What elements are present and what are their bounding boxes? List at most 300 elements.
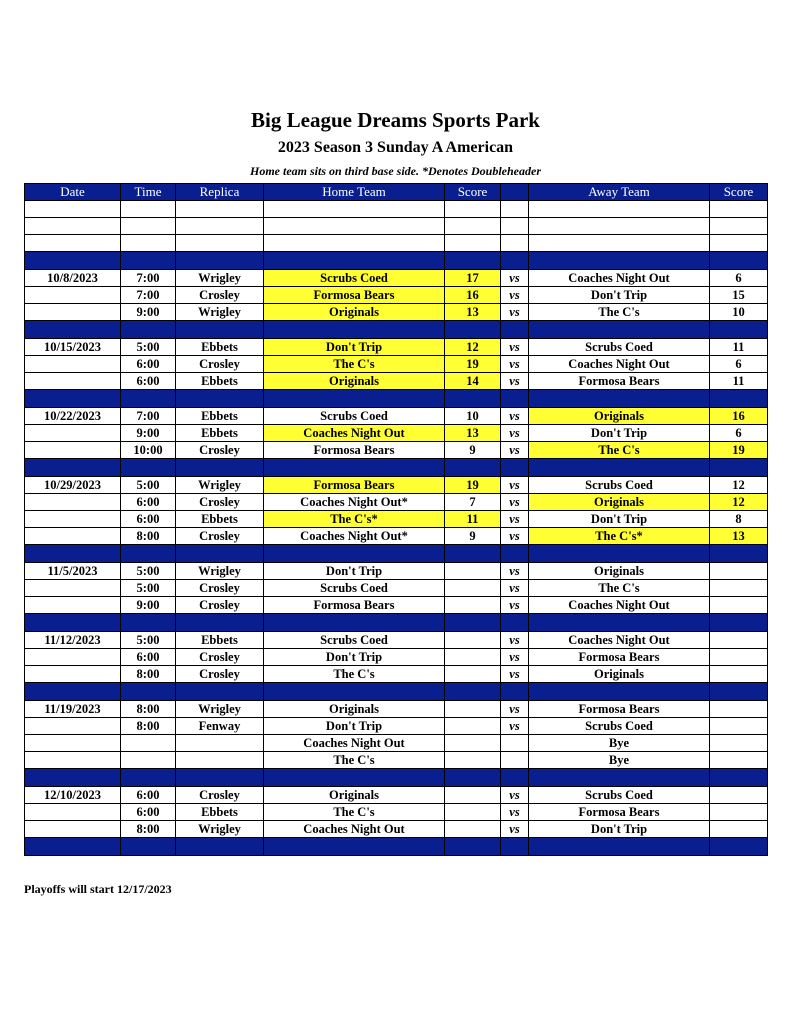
- table-header-row: [25, 184, 768, 201]
- separator-cell: [264, 683, 445, 701]
- table-row: [25, 701, 768, 718]
- home-team-cell: The C's: [264, 666, 445, 683]
- col-header-away-score: Score: [710, 184, 768, 201]
- separator-cell: [501, 390, 529, 408]
- home-team-cell: Scrubs Coed: [264, 270, 445, 287]
- away-score-cell: [710, 632, 768, 649]
- away-team-cell: Originals: [529, 494, 710, 511]
- away-team-cell: Scrubs Coed: [529, 787, 710, 804]
- vs-cell: vs: [501, 373, 529, 390]
- home-team-cell: The C's: [264, 356, 445, 373]
- time-cell: 6:00: [121, 511, 176, 528]
- home-team-cell: Don't Trip: [264, 718, 445, 735]
- home-team-cell: The C's*: [264, 511, 445, 528]
- home-team-cell: The C's: [264, 804, 445, 821]
- away-team-cell: Scrubs Coed: [529, 718, 710, 735]
- time-cell: 7:00: [121, 287, 176, 304]
- separator-cell: [710, 614, 768, 632]
- away-score-cell: 19: [710, 442, 768, 459]
- vs-cell: vs: [501, 494, 529, 511]
- time-cell: 8:00: [121, 666, 176, 683]
- separator-cell: [529, 614, 710, 632]
- replica-cell: Wrigley: [176, 563, 264, 580]
- time-cell: 6:00: [121, 804, 176, 821]
- away-team-cell: Formosa Bears: [529, 804, 710, 821]
- separator-cell: [445, 769, 501, 787]
- home-team-cell: Originals: [264, 787, 445, 804]
- col-header-away-team: Away Team: [529, 184, 710, 201]
- replica-cell: Crosley: [176, 442, 264, 459]
- week-separator: [25, 614, 768, 632]
- away-score-cell: [710, 735, 768, 752]
- vs-cell: vs: [501, 666, 529, 683]
- separator-cell: [121, 769, 176, 787]
- separator-cell: [264, 545, 445, 563]
- date-cell: [25, 304, 121, 321]
- away-team-cell: Scrubs Coed: [529, 477, 710, 494]
- home-team-cell: Coaches Night Out: [264, 425, 445, 442]
- home-score-cell: [445, 701, 501, 718]
- home-score-cell: [445, 718, 501, 735]
- separator-cell: [176, 459, 264, 477]
- page-subtitle: 2023 Season 3 Sunday A American: [277, 139, 514, 156]
- date-cell: [25, 442, 121, 459]
- separator-cell: [25, 390, 121, 408]
- time-cell: 6:00: [121, 356, 176, 373]
- home-score-cell: 10: [445, 408, 501, 425]
- table-row: [25, 494, 768, 511]
- date-cell: 11/19/2023: [25, 701, 121, 718]
- away-score-cell: 10: [710, 304, 768, 321]
- away-score-cell: [710, 701, 768, 718]
- away-score-cell: 12: [710, 494, 768, 511]
- home-team-cell: Formosa Bears: [264, 477, 445, 494]
- separator-cell: [264, 321, 445, 339]
- vs-cell: vs: [501, 821, 529, 838]
- separator-cell: [264, 769, 445, 787]
- separator-cell: [176, 769, 264, 787]
- home-score-cell: [445, 666, 501, 683]
- date-cell: [25, 425, 121, 442]
- time-cell: 8:00: [121, 701, 176, 718]
- separator-cell: [445, 459, 501, 477]
- home-team-cell: Formosa Bears: [264, 287, 445, 304]
- vs-cell: vs: [501, 270, 529, 287]
- separator-cell: [529, 769, 710, 787]
- separator-cell: [501, 683, 529, 701]
- date-cell: [25, 649, 121, 666]
- week-separator: [25, 252, 768, 270]
- time-cell: 6:00: [121, 373, 176, 390]
- time-cell: 9:00: [121, 597, 176, 614]
- separator-cell: [710, 390, 768, 408]
- home-score-cell: 19: [445, 356, 501, 373]
- replica-cell: Wrigley: [176, 304, 264, 321]
- date-cell: [25, 356, 121, 373]
- separator-cell: [710, 838, 768, 856]
- home-score-cell: [445, 580, 501, 597]
- date-cell: [25, 494, 121, 511]
- separator-cell: [264, 252, 445, 270]
- table-row: [25, 442, 768, 459]
- replica-cell: Crosley: [176, 580, 264, 597]
- separator-cell: [121, 614, 176, 632]
- separator-cell: [176, 683, 264, 701]
- date-cell: [25, 287, 121, 304]
- away-team-cell: The C's: [529, 304, 710, 321]
- replica-cell: Wrigley: [176, 821, 264, 838]
- away-score-cell: 8: [710, 511, 768, 528]
- home-score-cell: 12: [445, 339, 501, 356]
- away-team-cell: Originals: [529, 666, 710, 683]
- date-cell: [25, 373, 121, 390]
- separator-cell: [176, 390, 264, 408]
- separator-cell: [445, 838, 501, 856]
- separator-cell: [25, 252, 121, 270]
- time-cell: 6:00: [121, 494, 176, 511]
- date-cell: [25, 580, 121, 597]
- table-row: [25, 649, 768, 666]
- time-cell: 5:00: [121, 632, 176, 649]
- time-cell: 7:00: [121, 270, 176, 287]
- table-row: [25, 528, 768, 545]
- replica-cell: Ebbets: [176, 408, 264, 425]
- home-score-cell: [445, 735, 501, 752]
- separator-cell: [264, 838, 445, 856]
- home-score-cell: [445, 563, 501, 580]
- away-team-cell: Bye: [529, 735, 710, 752]
- separator-cell: [176, 838, 264, 856]
- separator-cell: [25, 545, 121, 563]
- away-score-cell: [710, 804, 768, 821]
- home-score-cell: 7: [445, 494, 501, 511]
- week-separator: [25, 769, 768, 787]
- time-cell: 8:00: [121, 528, 176, 545]
- home-team-cell: Scrubs Coed: [264, 408, 445, 425]
- vs-cell: vs: [501, 356, 529, 373]
- home-team-cell: Originals: [264, 701, 445, 718]
- table-row: [25, 821, 768, 838]
- away-score-cell: [710, 718, 768, 735]
- separator-cell: [25, 683, 121, 701]
- date-cell: [25, 718, 121, 735]
- home-team-cell: Coaches Night Out*: [264, 494, 445, 511]
- away-team-cell: Coaches Night Out: [529, 356, 710, 373]
- separator-cell: [445, 321, 501, 339]
- separator-cell: [121, 390, 176, 408]
- empty-row: [25, 201, 768, 218]
- date-cell: 12/10/2023: [25, 787, 121, 804]
- away-team-cell: Coaches Night Out: [529, 597, 710, 614]
- vs-cell: vs: [501, 442, 529, 459]
- away-score-cell: [710, 580, 768, 597]
- table-row: [25, 597, 768, 614]
- vs-cell: vs: [501, 718, 529, 735]
- schedule-table: [24, 183, 768, 856]
- vs-cell: vs: [501, 597, 529, 614]
- vs-cell: vs: [501, 339, 529, 356]
- col-header-vs: [501, 184, 529, 201]
- separator-cell: [501, 545, 529, 563]
- home-team-cell: Coaches Night Out: [264, 821, 445, 838]
- date-cell: 10/22/2023: [25, 408, 121, 425]
- away-score-cell: 12: [710, 477, 768, 494]
- home-score-cell: [445, 787, 501, 804]
- away-team-cell: Formosa Bears: [529, 701, 710, 718]
- time-cell: 9:00: [121, 304, 176, 321]
- away-team-cell: Originals: [529, 408, 710, 425]
- away-team-cell: Don't Trip: [529, 287, 710, 304]
- replica-cell: Ebbets: [176, 373, 264, 390]
- replica-cell: Crosley: [176, 494, 264, 511]
- separator-cell: [121, 545, 176, 563]
- home-score-cell: 13: [445, 304, 501, 321]
- table-row: [25, 735, 768, 752]
- away-score-cell: [710, 666, 768, 683]
- empty-row: [25, 218, 768, 235]
- empty-row: [25, 235, 768, 252]
- separator-cell: [529, 390, 710, 408]
- away-score-cell: 6: [710, 270, 768, 287]
- replica-cell: Ebbets: [176, 425, 264, 442]
- replica-cell: Crosley: [176, 649, 264, 666]
- date-cell: 10/29/2023: [25, 477, 121, 494]
- date-cell: [25, 804, 121, 821]
- vs-cell: vs: [501, 787, 529, 804]
- time-cell: 8:00: [121, 718, 176, 735]
- table-row: [25, 408, 768, 425]
- replica-cell: Ebbets: [176, 339, 264, 356]
- home-team-cell: Don't Trip: [264, 339, 445, 356]
- vs-cell: vs: [501, 528, 529, 545]
- separator-cell: [710, 545, 768, 563]
- away-score-cell: 16: [710, 408, 768, 425]
- time-cell: 6:00: [121, 649, 176, 666]
- table-row: [25, 804, 768, 821]
- away-team-cell: Don't Trip: [529, 425, 710, 442]
- separator-cell: [710, 252, 768, 270]
- separator-cell: [445, 614, 501, 632]
- time-cell: 10:00: [121, 442, 176, 459]
- separator-cell: [121, 252, 176, 270]
- separator-cell: [264, 614, 445, 632]
- home-score-cell: 11: [445, 511, 501, 528]
- replica-cell: Wrigley: [176, 270, 264, 287]
- table-row: [25, 787, 768, 804]
- away-score-cell: [710, 563, 768, 580]
- col-header-time: Time: [121, 184, 176, 201]
- table-row: [25, 666, 768, 683]
- time-cell: [121, 752, 176, 769]
- home-team-cell: Scrubs Coed: [264, 632, 445, 649]
- home-score-cell: [445, 597, 501, 614]
- time-cell: 5:00: [121, 339, 176, 356]
- table-row: [25, 425, 768, 442]
- separator-cell: [25, 769, 121, 787]
- table-row: [25, 563, 768, 580]
- home-team-cell: Scrubs Coed: [264, 580, 445, 597]
- separator-cell: [710, 321, 768, 339]
- away-team-cell: Coaches Night Out: [529, 270, 710, 287]
- replica-cell: Ebbets: [176, 632, 264, 649]
- vs-cell: vs: [501, 425, 529, 442]
- separator-cell: [529, 545, 710, 563]
- page-title: Big League Dreams Sports Park: [251, 108, 540, 132]
- separator-cell: [176, 545, 264, 563]
- home-team-cell: Formosa Bears: [264, 597, 445, 614]
- time-cell: 7:00: [121, 408, 176, 425]
- separator-cell: [264, 390, 445, 408]
- separator-cell: [176, 252, 264, 270]
- separator-cell: [710, 459, 768, 477]
- separator-cell: [445, 683, 501, 701]
- home-score-cell: [445, 632, 501, 649]
- away-score-cell: 13: [710, 528, 768, 545]
- vs-cell: vs: [501, 701, 529, 718]
- separator-cell: [710, 769, 768, 787]
- away-team-cell: Originals: [529, 563, 710, 580]
- separator-cell: [501, 459, 529, 477]
- away-score-cell: [710, 649, 768, 666]
- separator-cell: [501, 769, 529, 787]
- away-team-cell: Formosa Bears: [529, 649, 710, 666]
- away-team-cell: Coaches Night Out: [529, 632, 710, 649]
- separator-cell: [529, 252, 710, 270]
- vs-cell: vs: [501, 649, 529, 666]
- week-separator: [25, 390, 768, 408]
- date-cell: [25, 666, 121, 683]
- replica-cell: Wrigley: [176, 477, 264, 494]
- table-row: [25, 356, 768, 373]
- vs-cell: vs: [501, 304, 529, 321]
- home-score-cell: [445, 804, 501, 821]
- vs-cell: vs: [501, 511, 529, 528]
- col-header-home-team: Home Team: [264, 184, 445, 201]
- separator-cell: [445, 390, 501, 408]
- week-separator: [25, 545, 768, 563]
- home-score-cell: 9: [445, 528, 501, 545]
- separator-cell: [176, 614, 264, 632]
- vs-cell: vs: [501, 580, 529, 597]
- away-score-cell: [710, 597, 768, 614]
- date-cell: [25, 597, 121, 614]
- table-row: [25, 287, 768, 304]
- table-row: [25, 304, 768, 321]
- away-team-cell: The C's: [529, 442, 710, 459]
- time-cell: 6:00: [121, 787, 176, 804]
- away-score-cell: 15: [710, 287, 768, 304]
- table-row: [25, 511, 768, 528]
- separator-cell: [501, 252, 529, 270]
- table-row: [25, 339, 768, 356]
- col-header-replica: Replica: [176, 184, 264, 201]
- home-team-cell: Formosa Bears: [264, 442, 445, 459]
- playoffs-note: Playoffs will start 12/17/2023: [24, 882, 172, 896]
- replica-cell: Ebbets: [176, 511, 264, 528]
- away-score-cell: 11: [710, 339, 768, 356]
- table-row: [25, 718, 768, 735]
- week-separator: [25, 683, 768, 701]
- table-row: [25, 477, 768, 494]
- separator-cell: [501, 838, 529, 856]
- table-row: [25, 580, 768, 597]
- home-team-cell: Don't Trip: [264, 563, 445, 580]
- away-score-cell: [710, 752, 768, 769]
- away-team-cell: Bye: [529, 752, 710, 769]
- away-score-cell: [710, 821, 768, 838]
- away-team-cell: The C's*: [529, 528, 710, 545]
- replica-cell: Crosley: [176, 528, 264, 545]
- home-score-cell: 13: [445, 425, 501, 442]
- replica-cell: Crosley: [176, 597, 264, 614]
- home-team-cell: Originals: [264, 304, 445, 321]
- replica-cell: [176, 735, 264, 752]
- vs-cell: vs: [501, 477, 529, 494]
- separator-cell: [529, 321, 710, 339]
- home-team-cell: Coaches Night Out*: [264, 528, 445, 545]
- date-cell: [25, 735, 121, 752]
- away-team-cell: Formosa Bears: [529, 373, 710, 390]
- table-row: [25, 270, 768, 287]
- separator-cell: [529, 459, 710, 477]
- home-score-cell: [445, 821, 501, 838]
- home-team-cell: Coaches Night Out: [264, 735, 445, 752]
- separator-cell: [529, 683, 710, 701]
- separator-cell: [176, 321, 264, 339]
- home-team-cell: Don't Trip: [264, 649, 445, 666]
- replica-cell: Wrigley: [176, 701, 264, 718]
- away-team-cell: Scrubs Coed: [529, 339, 710, 356]
- vs-cell: [501, 752, 529, 769]
- replica-cell: Crosley: [176, 666, 264, 683]
- vs-cell: [501, 735, 529, 752]
- away-score-cell: 6: [710, 425, 768, 442]
- home-score-cell: 16: [445, 287, 501, 304]
- replica-cell: Fenway: [176, 718, 264, 735]
- home-score-cell: [445, 649, 501, 666]
- col-header-home-score: Score: [445, 184, 501, 201]
- date-cell: [25, 528, 121, 545]
- replica-cell: Crosley: [176, 356, 264, 373]
- date-cell: [25, 752, 121, 769]
- away-team-cell: Don't Trip: [529, 821, 710, 838]
- date-cell: 10/15/2023: [25, 339, 121, 356]
- separator-cell: [501, 614, 529, 632]
- vs-cell: vs: [501, 804, 529, 821]
- time-cell: 5:00: [121, 477, 176, 494]
- replica-cell: Ebbets: [176, 804, 264, 821]
- time-cell: 9:00: [121, 425, 176, 442]
- vs-cell: vs: [501, 287, 529, 304]
- separator-cell: [25, 459, 121, 477]
- separator-cell: [264, 459, 445, 477]
- table-row: [25, 752, 768, 769]
- date-cell: 10/8/2023: [25, 270, 121, 287]
- separator-cell: [121, 683, 176, 701]
- week-separator: [25, 321, 768, 339]
- home-score-cell: 17: [445, 270, 501, 287]
- separator-cell: [445, 252, 501, 270]
- vs-cell: vs: [501, 408, 529, 425]
- replica-cell: Crosley: [176, 787, 264, 804]
- date-cell: [25, 511, 121, 528]
- home-team-cell: The C's: [264, 752, 445, 769]
- date-cell: 11/12/2023: [25, 632, 121, 649]
- separator-cell: [529, 838, 710, 856]
- away-team-cell: The C's: [529, 580, 710, 597]
- separator-cell: [121, 838, 176, 856]
- page-note: Home team sits on third base side. *Denotes Doubleheader: [250, 164, 541, 178]
